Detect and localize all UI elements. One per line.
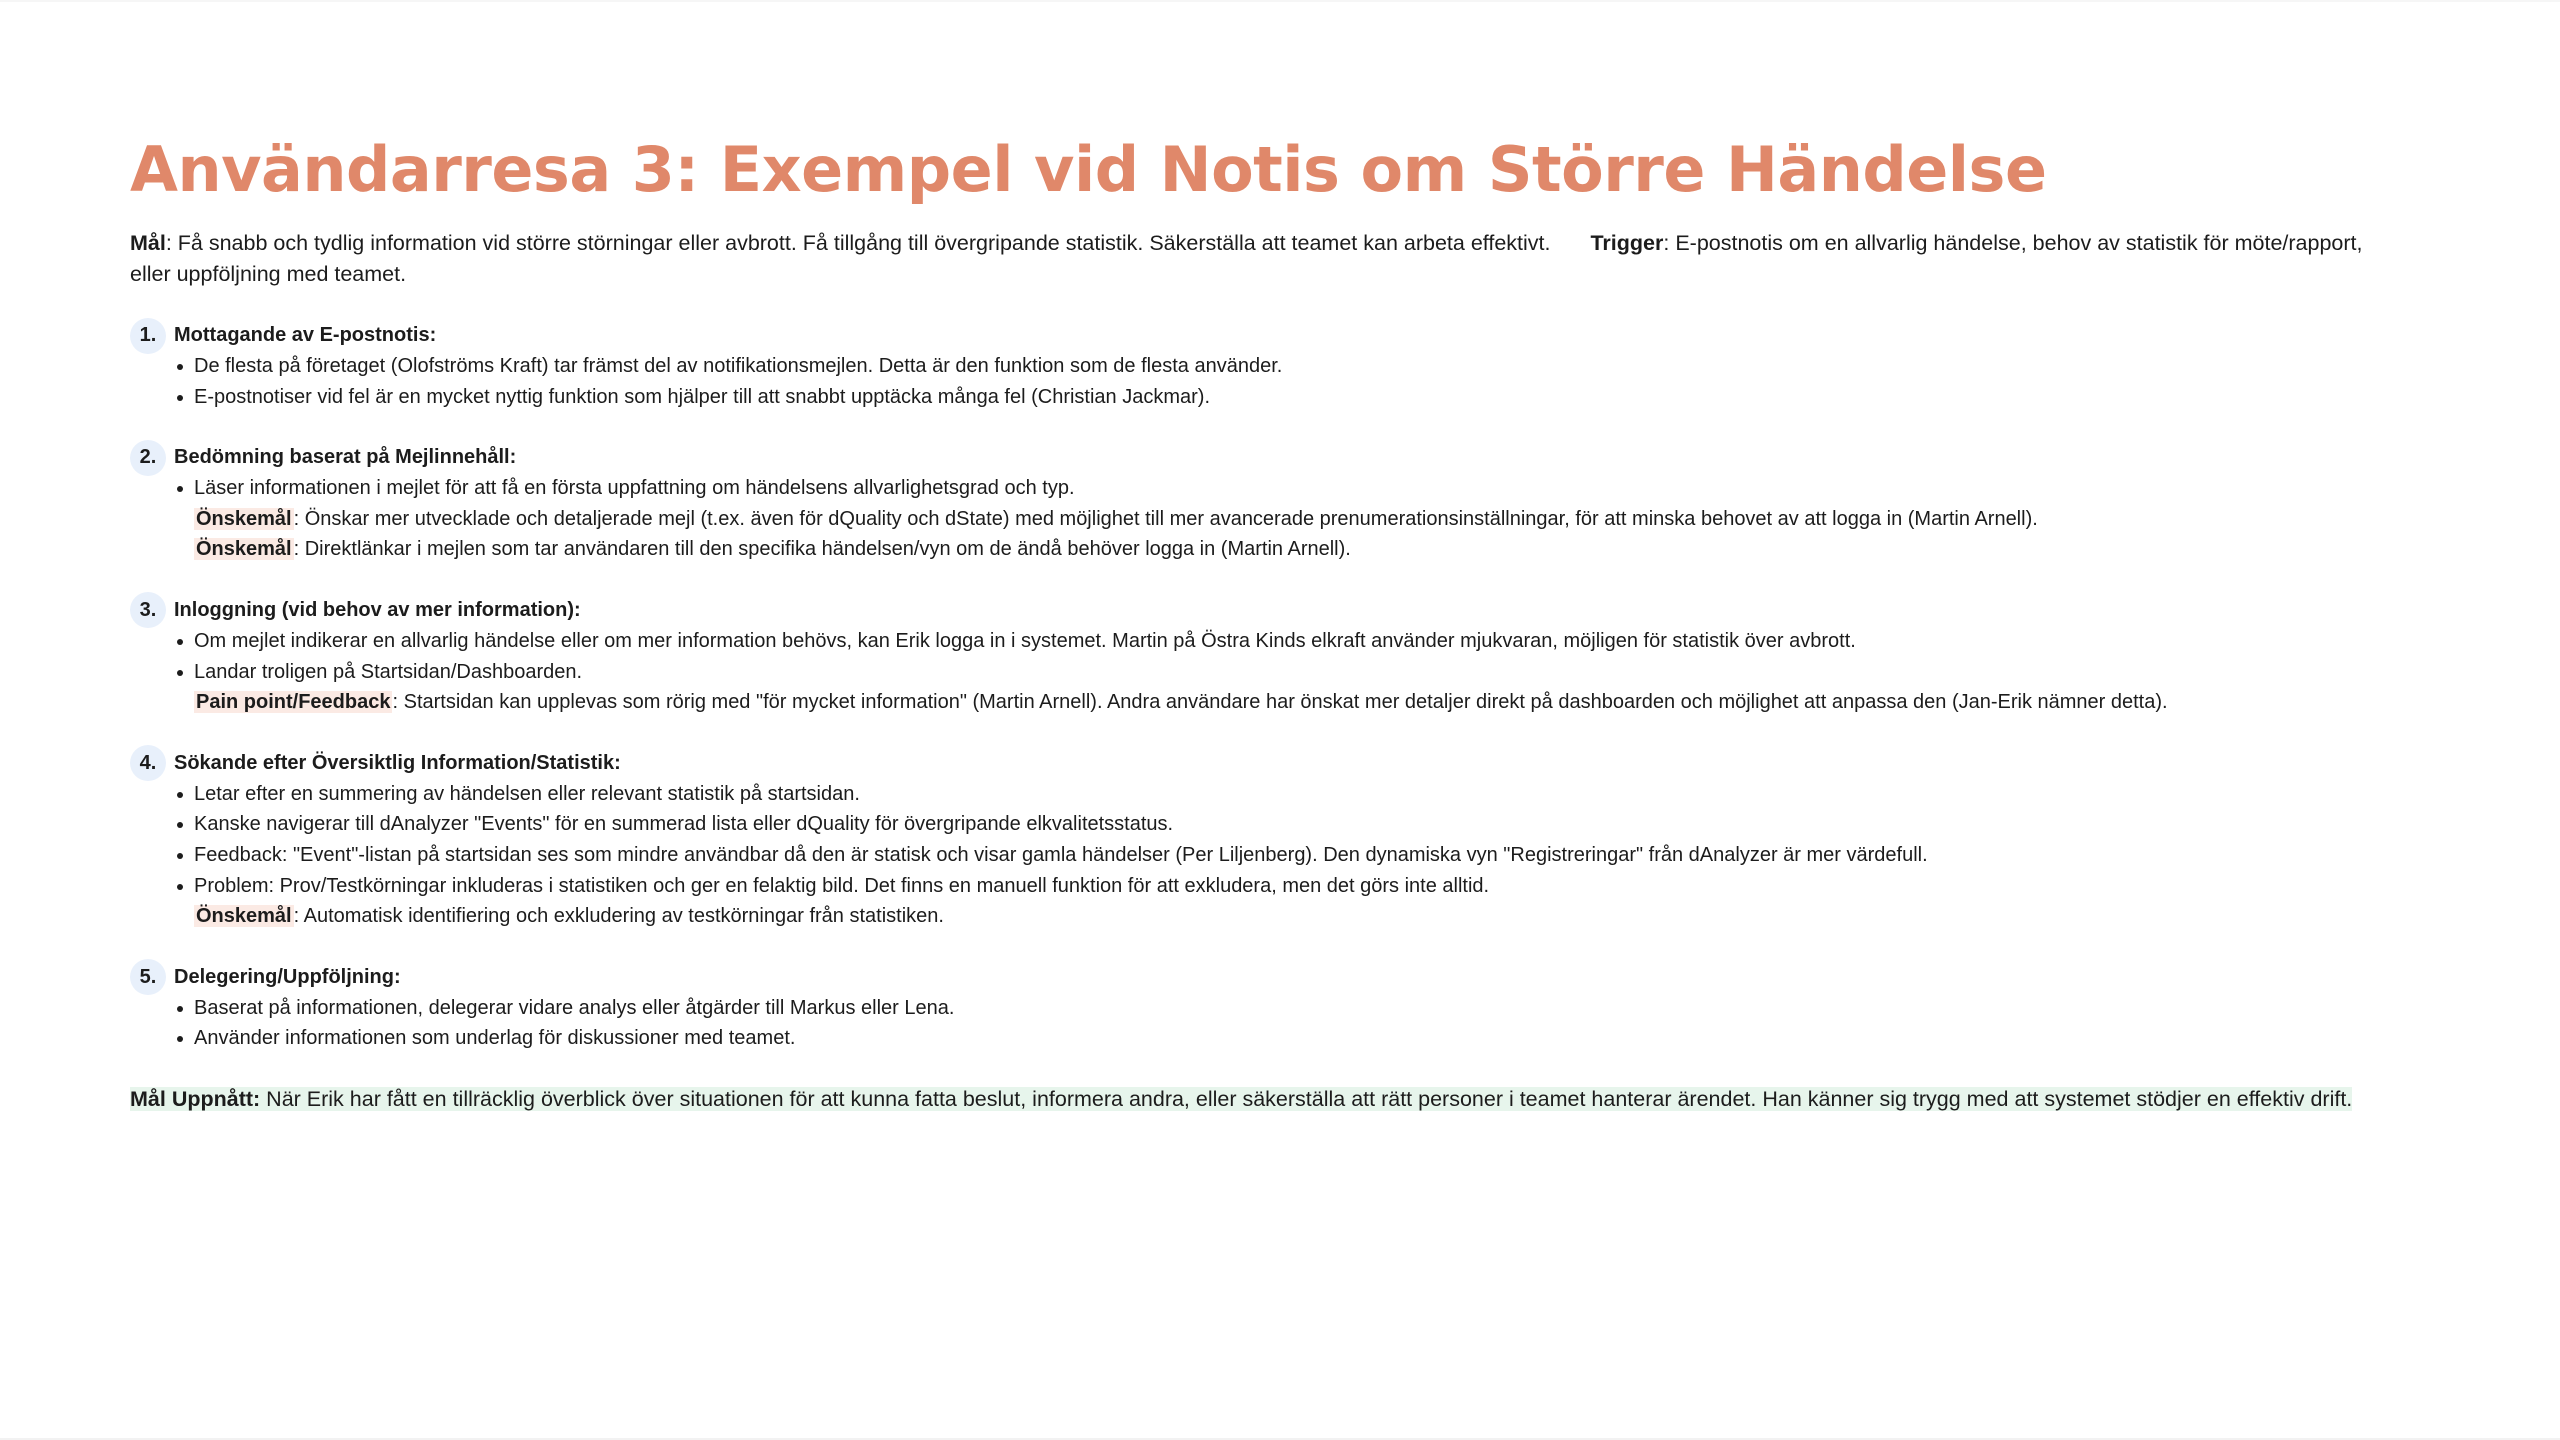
top-divider [0,0,2560,2]
row-text: Använder informationen som underlag för diskussioner med teamet. [194,1027,796,1050]
goal-label: Mål [130,231,166,255]
step-note [130,504,2370,535]
row-text: : Önskar mer utvecklade och detaljerade mejl (t.ex. även för dQuality och dState) med möjlighet till mer avancerade prenumerationsinställningar, för att minska behovet av att logga in (Martin Arnell). [293,507,2038,530]
goal-text: : Få snabb och tydlig information vid större störningar eller avbrott. Få tillgång till övergripande statistik. Säkerställa att teamet kan arbeta effektivt. [165,231,1551,255]
step-number-badge: 2. [130,440,166,476]
trigger-label: Trigger [1590,231,1664,255]
row-text: De flesta på företaget (Olofströms Kraft) tar främst del av notifikationsmejlen. Detta är den funktion som de flesta använder. [194,355,1283,377]
step-title: Inloggning (vid behov av mer information): [174,598,581,621]
goal-achieved-label: Mål Uppnått: [130,1086,261,1111]
row-text: Problem: Prov/Testkörningar inkluderas i statistiken och ger en felaktig bild. Det finns en manuell funktion för att exkludera, men det görs inte alltid. [194,874,1490,897]
step-title: Delegering/Uppföljning: [174,965,401,988]
step-details [130,626,2370,718]
page-title: Användarresa 3: Exempel vid Notis om Större Händelse [130,133,2047,206]
bullet-item [130,382,2370,413]
step-number-badge: 1. [130,318,166,354]
row-text: : Direktlänkar i mejlen som tar användaren till den specifika händelsen/vyn om de ändå behöver logga in (Martin Arnell). [293,538,1351,561]
bullet-item [130,871,2370,902]
step-details [130,993,2370,1054]
note-tag: Önskemål [196,507,292,530]
row-text: Landar troligen på Startsidan/Dashboarden. [194,660,583,683]
goal-achieved [130,1084,2370,1115]
step-header [130,320,2370,351]
row-text: Kanske navigerar till dAnalyzer "Events" för en summerad lista eller dQuality för övergripande elkvalitetsstatus. [194,813,1174,836]
journey-step [130,595,2370,718]
row-text: Feedback: "Event"-listan på startsidan ses som mindre användbar då den är statisk och visar gamla händelser (Per Liljenberg). Den dynamiska vyn "Registreringar" från dAnalyzer är mer värdefull. [194,843,1928,866]
step-number-badge: 5. [130,959,166,995]
note-tag: Önskemål [196,905,292,928]
step-note [130,901,2370,932]
bullet-item [130,1023,2370,1054]
step-details [130,779,2370,932]
goal-achieved-text: När Erik har fått en tillräcklig överblick över situationen för att kunna fatta beslut, informera andra, eller säkerställa att rätt personer i teamet hanterar ärendet. Han känner sig trygg med att systemet stödjer en effektiv drift. [260,1086,2353,1111]
note-tag: Önskemål [196,538,292,561]
row-text: : Startsidan kan upplevas som rörig med "för mycket information" (Martin Arnell). Andra användare har önskat mer detaljer direkt på dashboarden och möjlighet att anpassa den (Jan-Erik nämner detta). [392,691,2168,714]
step-title: Mottagande av E-postnotis: [174,324,437,346]
row-text: Om mejlet indikerar en allvarlig händelse eller om mer information behövs, kan Erik logga in i systemet. Martin på Östra Kinds elkraft använder mjukvaran, möjligen för statistik över avbrott. [194,629,1856,652]
row-text: Baserat på informationen, delegerar vidare analys eller åtgärder till Markus eller Lena. [194,996,955,1019]
journey-steps [130,320,2370,1054]
step-number-badge: 3. [130,592,166,628]
journey-step [130,962,2370,1054]
journey-step [130,320,2370,412]
step-title: Sökande efter Översiktlig Information/Statistik: [174,751,621,774]
step-details [130,473,2370,565]
bullet-item [130,473,2370,504]
row-text: E-postnotiser vid fel är en mycket nyttig funktion som hjälper till att snabbt upptäcka många fel (Christian Jackmar). [194,385,1211,408]
step-note [130,687,2370,718]
journey-document [130,128,2370,1115]
step-header [130,962,2370,993]
journey-step [130,442,2370,565]
bullet-item [130,351,2370,382]
bullet-item [130,840,2370,871]
step-title: Bedömning baserat på Mejlinnehåll: [174,446,517,469]
note-tag: Pain point/Feedback [196,691,391,714]
bullet-item [130,993,2370,1024]
intro-paragraph [130,228,2380,290]
bullet-item [130,779,2370,810]
bullet-item [130,809,2370,840]
bullet-item [130,657,2370,688]
step-number-badge: 4. [130,745,166,781]
step-header [130,595,2370,626]
journey-step [130,748,2370,932]
row-text: Läser informationen i mejlet för att få en första uppfattning om händelsens allvarlighetsgrad och typ. [194,477,1075,500]
step-details [130,351,2370,412]
step-note [130,534,2370,565]
row-text: : Automatisk identifiering och exkludering av testkörningar från statistiken. [293,905,944,928]
trigger-text: : E-postnotis om en allvarlig händelse, behov av statistik för möte/rapport, eller uppföljning med teamet. [130,231,2363,286]
bullet-item [130,626,2370,657]
row-text: Letar efter en summering av händelsen eller relevant statistik på startsidan. [194,782,860,805]
step-header [130,442,2370,473]
step-header [130,748,2370,779]
